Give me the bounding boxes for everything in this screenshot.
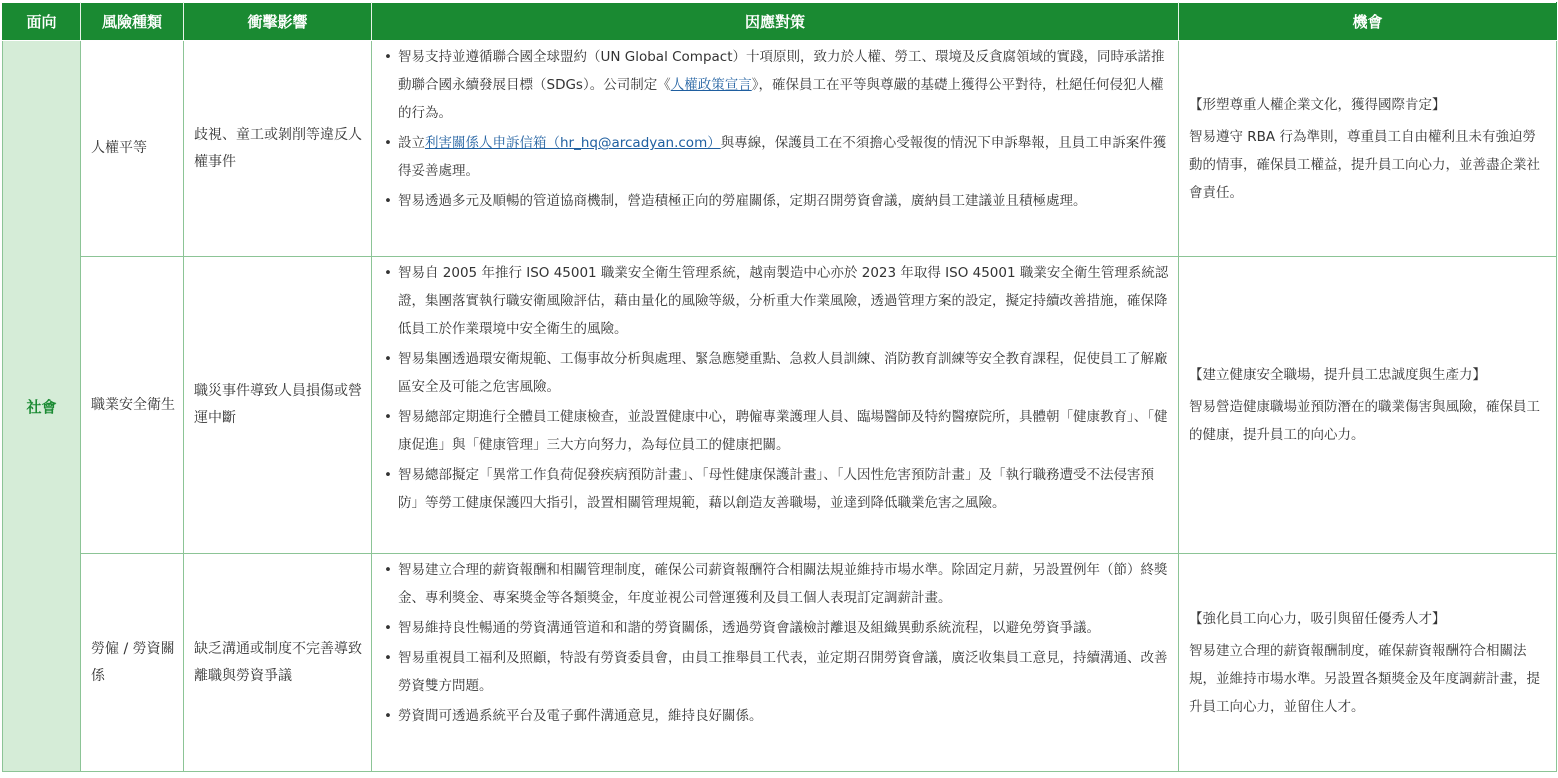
opportunity-text: 智易營造健康職場並預防潛在的職業傷害與風險，確保員工的健康，提升員工的向心力。 xyxy=(1189,399,1540,443)
risk-type-cell: 人權平等 xyxy=(81,41,184,257)
opportunity-title: 【強化員工向心力，吸引與留任優秀人才】 xyxy=(1189,610,1446,627)
measure-text: 設立 xyxy=(398,135,425,151)
measure-text: 》，確保員工在平等與尊嚴的基礎上獲得公平對待，杜絕任何侵犯人權的行為。 xyxy=(398,77,1164,121)
table-row-labor-relations xyxy=(3,554,1557,772)
measure-item: • 勞資間可透過系統平台及電子郵件溝通意見，維持良好關係。 xyxy=(382,702,1170,730)
header-opportunity: 機會 xyxy=(1179,3,1557,41)
impact-cell: 職災事件導致人員損傷或營運中斷 xyxy=(184,257,372,554)
measure-text: 智易支持並遵循聯合國全球盟約（UN Global Compact）十項原則，致力於人權、勞工、環境及反貪腐領域的實踐，同時承諾推動聯合國永續發展目標（SDGs）。公司制定《 xyxy=(398,49,1165,93)
header-measures: 因應對策 xyxy=(372,3,1179,41)
opportunity-title: 【建立健康安全職場，提升員工忠誠度與生產力】 xyxy=(1189,367,1486,383)
opportunity-cell xyxy=(1179,554,1557,772)
measure-item: • 智易自 2005 年推行 ISO 45001 職業安全衛生管理系統，越南製造中心亦於 2023 年取得 ISO 45001 職業安全衛生管理系統認證，集團落實執行職安衛風險評估，藉由量化的風險等級，分析重大作業風險，透過管理方案的設定，擬定持續改善措施，確保降低員工於作業環境中安全衛生的風險。 xyxy=(382,259,1170,343)
measure-item: • 智易總部定期進行全體員工健康檢查，並設置健康中心，聘僱專業護理人員、臨場醫師及特約醫療院所，具體朝「健康教育」、「健康促進」與「健康管理」三大方向努力，為每位員工的健康把關。 xyxy=(382,403,1170,459)
measure-item: • 智易維持良性暢通的勞資溝通管道和和諧的勞資關係，透過勞資會議檢討離退及組織異動系統流程，以避免勞資爭議。 xyxy=(382,614,1170,642)
impact-cell: 歧視、童工或剝削等違反人權事件 xyxy=(184,41,372,257)
measure-text: 智易透過多元及順暢的管道協商機制，營造積極正向的勞雇關係，定期召開勞資會議，廣納員工建議並且積極處理。 xyxy=(398,193,1087,209)
measures-list xyxy=(382,259,1170,517)
grievance-mailbox-link[interactable]: 利害關係人申訴信箱（hr_hq@arcadyan.com） xyxy=(425,135,721,151)
measures-cell xyxy=(372,41,1179,257)
impact-cell: 缺乏溝通或制度不完善導致離職與勞資爭議 xyxy=(184,554,372,772)
measures-cell xyxy=(372,257,1179,554)
opportunity-text: 智易建立合理的薪資報酬制度，確保薪資報酬符合相關法規，並維持市場水準。另設置各類獎金及年度調薪計畫，提升員工向心力，並留住人才。 xyxy=(1189,642,1540,715)
measures-cell xyxy=(372,554,1179,772)
measure-item xyxy=(382,129,1170,185)
human-rights-policy-link[interactable]: 人權政策宣言 xyxy=(670,77,752,93)
table-row-occupational-safety xyxy=(3,257,1557,554)
measure-text: 與專線，保護員工在不須擔心受報復的情況下申訴舉報，且員工申訴案件獲得妥善處理。 xyxy=(398,135,1167,179)
risk-table xyxy=(2,2,1557,772)
aspect-cell: 社會 xyxy=(3,41,81,772)
opportunity-title: 【形塑尊重人權企業文化，獲得國際肯定】 xyxy=(1189,96,1446,113)
header-impact: 衝擊影響 xyxy=(184,3,372,41)
measure-item xyxy=(382,43,1170,127)
risk-type-cell: 勞僱 / 勞資關係 xyxy=(81,554,184,772)
measure-item: • 智易建立合理的薪資報酬和相關管理制度，確保公司薪資報酬符合相關法規並維持市場水準。除固定月薪，另設置例年（節）終獎金、專利獎金、專案獎金等各類獎金，年度並視公司營運獲利及員工個人表現訂定調薪計畫。 xyxy=(382,556,1170,612)
opportunity-text: 智易遵守 RBA 行為準則，尊重員工自由權利且未有強迫勞動的情事，確保員工權益，提升員工向心力，並善盡企業社會責任。 xyxy=(1189,128,1540,201)
table-row-human-rights xyxy=(3,41,1557,257)
header-aspect: 面向 xyxy=(3,3,81,41)
measure-item: • 智易總部擬定「異常工作負荷促發疾病預防計畫」、「母性健康保護計畫」、「人因性危害預防計畫」及「執行職務遭受不法侵害預防」等勞工健康保護四大指引，設置相關管理規範，藉以創造友善職場，並達到降低職業危害之風險。 xyxy=(382,461,1170,517)
measure-item xyxy=(382,187,1170,215)
header-row xyxy=(3,3,1557,41)
opportunity-cell xyxy=(1179,41,1557,257)
measures-list xyxy=(382,556,1170,730)
measures-list xyxy=(382,43,1170,215)
header-risk-type: 風險種類 xyxy=(81,3,184,41)
opportunity-cell xyxy=(1179,257,1557,554)
risk-type-cell: 職業安全衛生 xyxy=(81,257,184,554)
measure-item: • 智易集團透過環安衛規範、工傷事故分析與處理、緊急應變重點、急救人員訓練、消防教育訓練等安全教育課程，促使員工了解廠區安全及可能之危害風險。 xyxy=(382,345,1170,401)
measure-item: • 智易重視員工福利及照顧，特設有勞資委員會，由員工推舉員工代表，並定期召開勞資會議，廣泛收集員工意見，持續溝通、改善勞資雙方問題。 xyxy=(382,644,1170,700)
